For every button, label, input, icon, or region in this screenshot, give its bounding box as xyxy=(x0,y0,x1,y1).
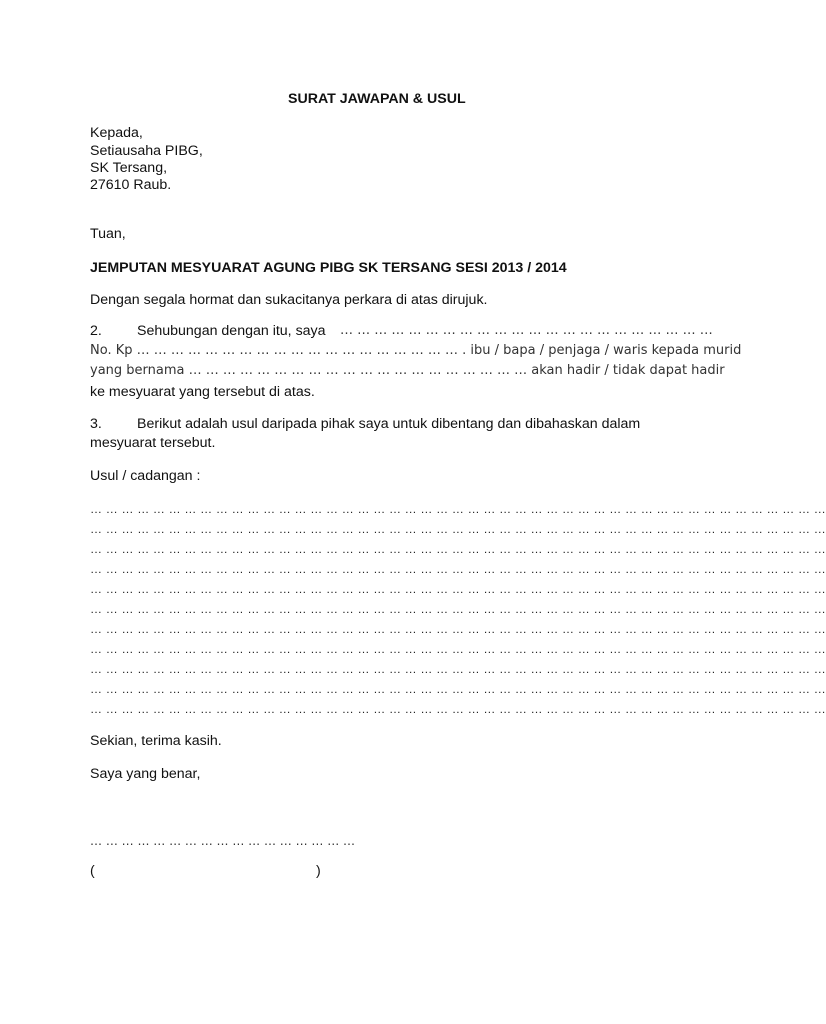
usul-line: … … … … … … … … … … … … … … … … … … … … … … … … … … … … … … … … … … … … … … … … … … … … … … … xyxy=(90,542,826,556)
usul-line: … … … … … … … … … … … … … … … … … … … … … … … … … … … … … … … … … … … … … … … … … … … … … … … xyxy=(90,702,826,716)
usul-label: Usul / cadangan : xyxy=(90,468,201,484)
usul-line: … … … … … … … … … … … … … … … … … … … … … … … … … … … … … … … … … … … … … … … … … … … … … … … xyxy=(90,642,826,656)
address-line-4: 27610 Raub. xyxy=(90,177,172,193)
usul-line: … … … … … … … … … … … … … … … … … … … … … … … … … … … … … … … … … … … … … … … … … … … … … … … xyxy=(90,582,826,596)
para3-line-2: mesyuarat tersebut. xyxy=(90,435,216,451)
usul-line: … … … … … … … … … … … … … … … … … … … … … … … … … … … … … … … … … … … … … … … … … … … … … … … xyxy=(90,522,826,536)
name-close-paren: ) xyxy=(316,863,321,879)
usul-line: … … … … … … … … … … … … … … … … … … … … … … … … … … … … … … … … … … … … … … … … … … … … … … … xyxy=(90,662,826,676)
address-line-2: Setiausaha PIBG, xyxy=(90,143,203,159)
para3-line-1: Berikut adalah usul daripada pihak saya untuk dibentang dan dibahaskan dalam xyxy=(137,416,641,432)
salutation: Tuan, xyxy=(90,226,126,242)
usul-line: … … … … … … … … … … … … … … … … … … … … … … … … … … … … … … … … … … … … … … … … … … … … … … … xyxy=(90,562,826,576)
letter-subject: JEMPUTAN MESYUARAT AGUNG PIBG SK TERSANG SESI 2013 / 2014 xyxy=(90,260,567,276)
letter-title: SURAT JAWAPAN & USUL xyxy=(288,91,466,107)
address-line-3: SK Tersang, xyxy=(90,160,168,176)
closing-text: Sekian, terima kasih. xyxy=(90,733,222,749)
usul-line: … … … … … … … … … … … … … … … … … … … … … … … … … … … … … … … … … … … … … … … … … … … … … … … xyxy=(90,682,826,696)
signature-line: … … … … … … … … … … … … … … … … … xyxy=(90,834,356,848)
usul-line: … … … … … … … … … … … … … … … … … … … … … … … … … … … … … … … … … … … … … … … … … … … … … … … xyxy=(90,602,826,616)
name-open-paren: ( xyxy=(90,863,95,879)
usul-line: … … … … … … … … … … … … … … … … … … … … … … … … … … … … … … … … … … … … … … … … … … … … … … … xyxy=(90,622,826,636)
sign-off-text: Saya yang benar, xyxy=(90,766,201,782)
para2-name-dots: … … … … … … … … … … … … … … … … … … … … … … xyxy=(340,323,713,338)
intro-paragraph: Dengan segala hormat dan sukacitanya perkara di atas dirujuk. xyxy=(90,292,488,308)
para2-number: 2. xyxy=(90,323,102,339)
para2-line-3: yang bernama … … … … … … … … … … … … … … … … … … … … akan hadir / tidak dapat hadir xyxy=(90,363,725,378)
usul-line: … … … … … … … … … … … … … … … … … … … … … … … … … … … … … … … … … … … … … … … … … … … … … … … xyxy=(90,502,826,516)
para2-line-4: ke mesyuarat yang tersebut di atas. xyxy=(90,384,315,400)
para2-line-2: No. Kp … … … … … … … … … … … … … … … … … … … . ibu / bapa / penjaga / waris kepada murid xyxy=(90,343,742,358)
para3-number: 3. xyxy=(90,416,102,432)
para2-line-1-text: Sehubungan dengan itu, saya xyxy=(137,323,326,339)
address-line-1: Kepada, xyxy=(90,125,143,141)
